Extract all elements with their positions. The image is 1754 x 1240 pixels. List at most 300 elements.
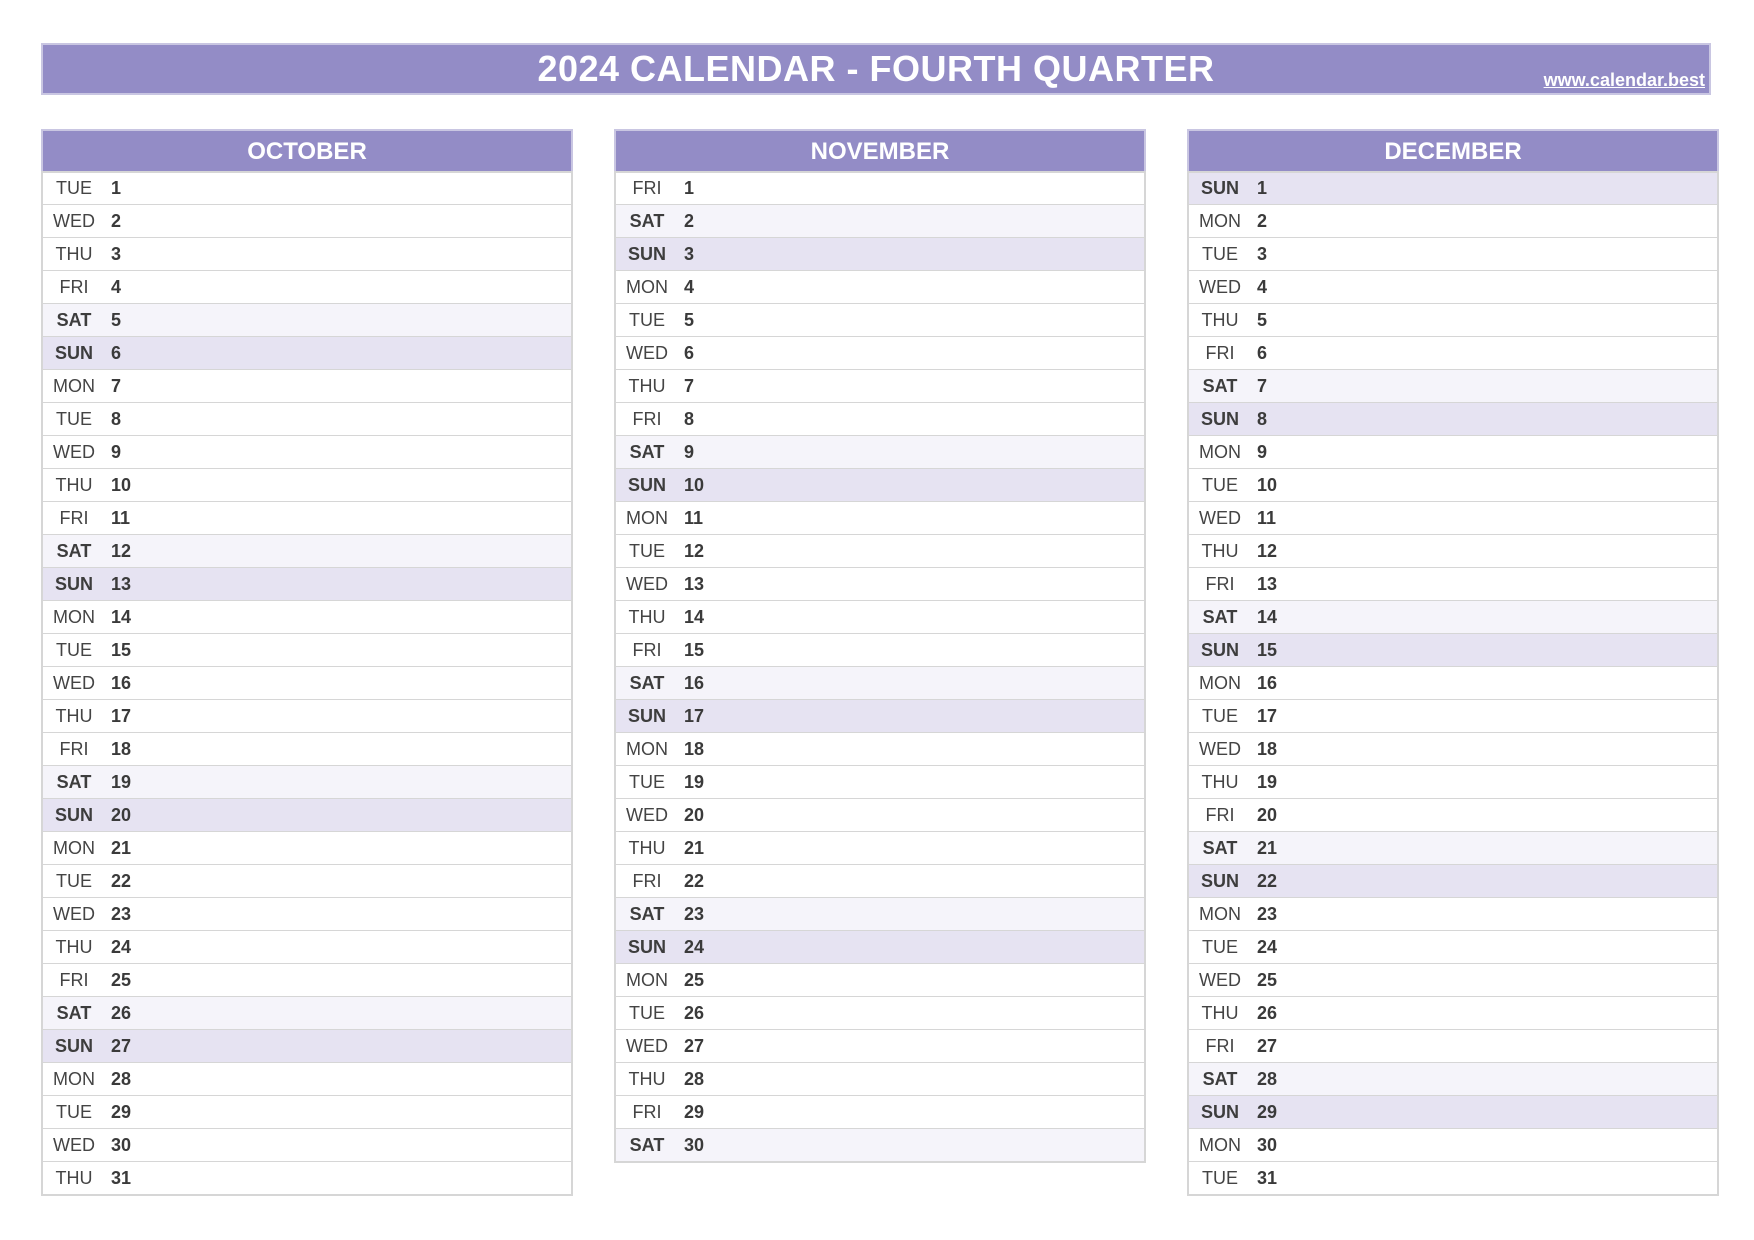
day-of-week: THU (55, 474, 93, 495)
day-number: 25 (684, 969, 705, 990)
day-number: 14 (1257, 606, 1278, 627)
notes-area (147, 535, 571, 567)
day-of-week: TUE (1202, 705, 1238, 726)
notes-area (720, 964, 1144, 996)
day-row (616, 930, 1144, 963)
day-number: 12 (1257, 540, 1278, 561)
day-of-week: TUE (629, 540, 665, 561)
day-number: 9 (684, 441, 695, 462)
day-number: 30 (684, 1134, 705, 1155)
day-of-week: TUE (1202, 936, 1238, 957)
day-number: 22 (111, 870, 132, 891)
day-of-week: TUE (56, 639, 92, 660)
day-of-week: WED (1199, 276, 1241, 297)
day-row (616, 567, 1144, 600)
day-number: 11 (111, 507, 131, 528)
day-of-week: THU (1201, 309, 1239, 330)
day-of-week: FRI (632, 1101, 662, 1122)
notes-area (1293, 337, 1717, 369)
day-number: 16 (684, 672, 705, 693)
day-row (616, 1062, 1144, 1095)
notes-area (147, 865, 571, 897)
day-of-week: MON (1199, 1134, 1241, 1155)
day-of-week: THU (628, 837, 666, 858)
day-row (616, 303, 1144, 336)
notes-area (1293, 931, 1717, 963)
notes-area (147, 205, 571, 237)
notes-area (147, 469, 571, 501)
day-of-week: TUE (56, 408, 92, 429)
notes-area (720, 205, 1144, 237)
notes-area (1293, 865, 1717, 897)
day-number: 21 (1257, 837, 1278, 858)
day-number: 17 (111, 705, 132, 726)
day-row (616, 336, 1144, 369)
month-header: DECEMBER (1187, 129, 1719, 171)
notes-area (1293, 832, 1717, 864)
day-row (1189, 171, 1717, 204)
notes-area (1293, 238, 1717, 270)
day-row (43, 402, 571, 435)
notes-area (1293, 535, 1717, 567)
day-row (1189, 897, 1717, 930)
notes-area (720, 502, 1144, 534)
day-number: 28 (684, 1068, 705, 1089)
day-of-week: SAT (56, 1002, 92, 1023)
notes-area (720, 634, 1144, 666)
day-number: 25 (1257, 969, 1278, 990)
day-list (1187, 171, 1719, 1196)
day-row (43, 1062, 571, 1095)
day-row (1189, 1062, 1717, 1095)
day-list (41, 171, 573, 1196)
notes-area (1293, 667, 1717, 699)
day-of-week: MON (53, 606, 95, 627)
day-number: 20 (684, 804, 705, 825)
notes-area (1293, 766, 1717, 798)
day-number: 23 (684, 903, 705, 924)
day-row (43, 468, 571, 501)
day-row (1189, 270, 1717, 303)
day-number: 27 (1257, 1035, 1278, 1056)
day-row (43, 798, 571, 831)
day-of-week: TUE (629, 1002, 665, 1023)
day-of-week: FRI (632, 639, 662, 660)
notes-area (720, 238, 1144, 270)
day-row (616, 435, 1144, 468)
day-row (1189, 534, 1717, 567)
day-number: 8 (1257, 408, 1268, 429)
notes-area (147, 799, 571, 831)
day-number: 13 (1257, 573, 1278, 594)
day-row (43, 567, 571, 600)
notes-area (147, 337, 571, 369)
notes-area (1293, 700, 1717, 732)
day-number: 16 (1257, 672, 1278, 693)
notes-area (1293, 601, 1717, 633)
day-of-week: WED (53, 903, 95, 924)
notes-area (720, 799, 1144, 831)
day-number: 10 (111, 474, 132, 495)
day-row (616, 897, 1144, 930)
day-number: 18 (1257, 738, 1278, 759)
day-of-week: TUE (629, 309, 665, 330)
day-of-week: SUN (627, 705, 666, 726)
notes-area (147, 832, 571, 864)
notes-area (147, 1096, 571, 1128)
day-number: 23 (1257, 903, 1278, 924)
day-of-week: MON (53, 375, 95, 396)
day-row (616, 666, 1144, 699)
day-number: 2 (111, 210, 122, 231)
day-of-week: MON (626, 276, 668, 297)
day-row (1189, 798, 1717, 831)
notes-area (147, 271, 571, 303)
day-of-week: SUN (1200, 1101, 1239, 1122)
day-number: 10 (684, 474, 705, 495)
day-of-week: SAT (1202, 837, 1238, 858)
notes-area (720, 1063, 1144, 1095)
day-number: 1 (1257, 178, 1268, 198)
notes-area (147, 634, 571, 666)
day-row (616, 204, 1144, 237)
notes-area (720, 601, 1144, 633)
day-of-week: TUE (56, 1101, 92, 1122)
notes-area (147, 568, 571, 600)
day-of-week: MON (1199, 672, 1241, 693)
day-number: 30 (111, 1134, 132, 1155)
day-row (43, 897, 571, 930)
notes-area (147, 700, 571, 732)
day-row (1189, 666, 1717, 699)
notes-area (1293, 964, 1717, 996)
day-number: 21 (684, 837, 705, 858)
notes-area (1293, 436, 1717, 468)
day-number: 6 (111, 342, 122, 363)
day-row (1189, 501, 1717, 534)
day-number: 15 (1257, 639, 1278, 660)
day-row (43, 501, 571, 534)
notes-area (1293, 733, 1717, 765)
day-of-week: WED (53, 441, 95, 462)
day-number: 26 (684, 1002, 705, 1023)
notes-area (720, 370, 1144, 402)
page-title: 2024 CALENDAR - FOURTH QUARTER (537, 48, 1215, 89)
day-of-week: SAT (1202, 375, 1238, 396)
day-row (1189, 567, 1717, 600)
day-number: 29 (111, 1101, 132, 1122)
notes-area (720, 469, 1144, 501)
day-of-week: THU (628, 606, 666, 627)
day-number: 19 (111, 771, 132, 792)
day-row (616, 237, 1144, 270)
notes-area (720, 733, 1144, 765)
notes-area (147, 436, 571, 468)
day-row (1189, 765, 1717, 798)
day-number: 4 (684, 276, 695, 297)
notes-area (1293, 898, 1717, 930)
day-of-week: MON (626, 507, 668, 528)
day-row (1189, 1095, 1717, 1128)
day-number: 13 (684, 573, 705, 594)
day-of-week: THU (55, 243, 93, 264)
notes-area (1293, 173, 1717, 204)
day-row (43, 369, 571, 402)
day-number: 31 (111, 1167, 132, 1188)
day-number: 13 (111, 573, 132, 594)
day-of-week: MON (1199, 903, 1241, 924)
day-number: 26 (1257, 1002, 1278, 1023)
day-number: 5 (111, 309, 122, 330)
day-row (1189, 468, 1717, 501)
day-number: 15 (111, 639, 132, 660)
day-of-week: SUN (54, 573, 93, 594)
day-number: 12 (111, 540, 132, 561)
day-row (1189, 1161, 1717, 1194)
day-number: 6 (684, 342, 695, 363)
notes-area (147, 898, 571, 930)
day-number: 2 (684, 210, 695, 231)
day-of-week: MON (53, 837, 95, 858)
day-row (616, 864, 1144, 897)
notes-area (1293, 469, 1717, 501)
day-row (1189, 435, 1717, 468)
day-row (43, 831, 571, 864)
day-row (1189, 732, 1717, 765)
day-number: 19 (1257, 771, 1278, 792)
day-row (43, 336, 571, 369)
day-number: 9 (111, 441, 122, 462)
day-of-week: TUE (629, 771, 665, 792)
day-of-week: TUE (56, 870, 92, 891)
day-of-week: THU (1201, 1002, 1239, 1023)
day-of-week: TUE (1202, 474, 1238, 495)
day-of-week: SUN (1200, 408, 1239, 429)
day-of-week: SUN (627, 936, 666, 957)
notes-area (720, 832, 1144, 864)
day-of-week: MON (53, 1068, 95, 1089)
day-row (1189, 963, 1717, 996)
day-number: 31 (1257, 1167, 1278, 1188)
day-of-week: THU (55, 1167, 93, 1188)
day-number: 22 (1257, 870, 1278, 891)
day-of-week: WED (626, 573, 668, 594)
day-number: 27 (684, 1035, 705, 1056)
day-row (616, 1095, 1144, 1128)
day-of-week: SAT (629, 903, 665, 924)
notes-area (720, 865, 1144, 897)
day-of-week: SUN (1200, 639, 1239, 660)
day-row (1189, 831, 1717, 864)
day-row (616, 1128, 1144, 1161)
notes-area (147, 238, 571, 270)
day-number: 28 (1257, 1068, 1278, 1089)
day-of-week: MON (626, 738, 668, 759)
day-row (43, 435, 571, 468)
month-october (41, 129, 573, 1196)
day-of-week: WED (1199, 969, 1241, 990)
day-row (616, 402, 1144, 435)
notes-area (147, 403, 571, 435)
day-row (616, 534, 1144, 567)
notes-area (1293, 799, 1717, 831)
day-number: 2 (1257, 210, 1268, 231)
notes-area (1293, 205, 1717, 237)
notes-area (147, 766, 571, 798)
day-row (616, 831, 1144, 864)
day-of-week: FRI (632, 408, 662, 429)
day-row (616, 171, 1144, 204)
day-number: 24 (111, 936, 132, 957)
notes-area (720, 1096, 1144, 1128)
day-row (616, 732, 1144, 765)
day-of-week: SAT (56, 309, 92, 330)
notes-area (147, 601, 571, 633)
notes-area (720, 304, 1144, 336)
day-row (616, 1029, 1144, 1062)
day-row (1189, 864, 1717, 897)
day-of-week: SAT (1202, 1068, 1238, 1089)
notes-area (720, 997, 1144, 1029)
day-number: 23 (111, 903, 132, 924)
notes-area (720, 403, 1144, 435)
day-row (43, 303, 571, 336)
day-row (43, 534, 571, 567)
day-of-week: FRI (632, 870, 662, 891)
day-number: 14 (684, 606, 705, 627)
day-number: 8 (111, 408, 122, 429)
day-number: 11 (684, 507, 704, 528)
day-number: 18 (111, 738, 132, 759)
day-row (616, 270, 1144, 303)
day-list (614, 171, 1146, 1163)
notes-area (147, 1063, 571, 1095)
day-number: 24 (1257, 936, 1278, 957)
day-row (43, 963, 571, 996)
day-row (616, 798, 1144, 831)
day-row (43, 864, 571, 897)
day-of-week: TUE (1202, 243, 1238, 264)
day-number: 24 (684, 936, 705, 957)
day-row (616, 963, 1144, 996)
day-number: 17 (1257, 705, 1278, 726)
notes-area (720, 271, 1144, 303)
day-of-week: SAT (56, 540, 92, 561)
day-row (43, 732, 571, 765)
day-row (616, 699, 1144, 732)
day-number: 14 (111, 606, 132, 627)
notes-area (147, 931, 571, 963)
day-of-week: THU (628, 375, 666, 396)
notes-area (720, 700, 1144, 732)
notes-area (147, 1030, 571, 1062)
day-row (43, 204, 571, 237)
day-of-week: WED (1199, 507, 1241, 528)
day-number: 15 (684, 639, 705, 660)
notes-area (1293, 370, 1717, 402)
day-row (1189, 303, 1717, 336)
day-row (43, 237, 571, 270)
day-number: 4 (1257, 276, 1268, 297)
day-of-week: WED (626, 1035, 668, 1056)
notes-area (147, 667, 571, 699)
day-of-week: SAT (629, 441, 665, 462)
month-header: OCTOBER (41, 129, 573, 171)
notes-area (720, 436, 1144, 468)
day-number: 4 (111, 276, 122, 297)
notes-area (1293, 634, 1717, 666)
day-row (43, 633, 571, 666)
day-row (1189, 1029, 1717, 1062)
day-number: 5 (684, 309, 695, 330)
day-of-week: MON (626, 969, 668, 990)
day-row (616, 600, 1144, 633)
day-of-week: SAT (629, 672, 665, 693)
day-number: 17 (684, 705, 705, 726)
day-row (1189, 699, 1717, 732)
notes-area (147, 370, 571, 402)
day-row (43, 996, 571, 1029)
day-row (1189, 336, 1717, 369)
day-of-week: SAT (629, 210, 665, 231)
day-of-week: SUN (627, 243, 666, 264)
day-number: 6 (1257, 342, 1268, 363)
notes-area (147, 997, 571, 1029)
notes-area (1293, 304, 1717, 336)
notes-area (1293, 502, 1717, 534)
day-number: 19 (684, 771, 705, 792)
day-number: 7 (111, 375, 122, 396)
notes-area (1293, 1030, 1717, 1062)
day-of-week: WED (53, 210, 95, 231)
notes-area (147, 964, 571, 996)
notes-area (147, 502, 571, 534)
day-number: 21 (111, 837, 132, 858)
day-of-week: FRI (59, 276, 89, 297)
day-of-week: THU (55, 936, 93, 957)
notes-area (1293, 568, 1717, 600)
day-of-week: WED (53, 672, 95, 693)
notes-area (147, 304, 571, 336)
notes-area (720, 667, 1144, 699)
day-row (1189, 996, 1717, 1029)
day-row (1189, 930, 1717, 963)
day-number: 29 (684, 1101, 705, 1122)
day-row (43, 699, 571, 732)
day-of-week: THU (55, 705, 93, 726)
day-row (616, 501, 1144, 534)
day-row (1189, 369, 1717, 402)
day-number: 1 (684, 178, 695, 198)
day-row (43, 1161, 571, 1194)
day-number: 8 (684, 408, 695, 429)
day-of-week: SUN (1200, 870, 1239, 891)
day-of-week: THU (1201, 771, 1239, 792)
day-number: 27 (111, 1035, 132, 1056)
day-row (43, 171, 571, 204)
notes-area (1293, 1096, 1717, 1128)
website-link[interactable]: www.calendar.best (1543, 70, 1705, 90)
day-of-week: FRI (1205, 1035, 1235, 1056)
notes-area (1293, 1162, 1717, 1194)
notes-area (720, 337, 1144, 369)
day-number: 11 (1257, 507, 1277, 528)
notes-area (720, 766, 1144, 798)
day-of-week: TUE (1202, 1167, 1238, 1188)
day-row (43, 666, 571, 699)
day-number: 20 (1257, 804, 1278, 825)
day-of-week: SAT (56, 771, 92, 792)
